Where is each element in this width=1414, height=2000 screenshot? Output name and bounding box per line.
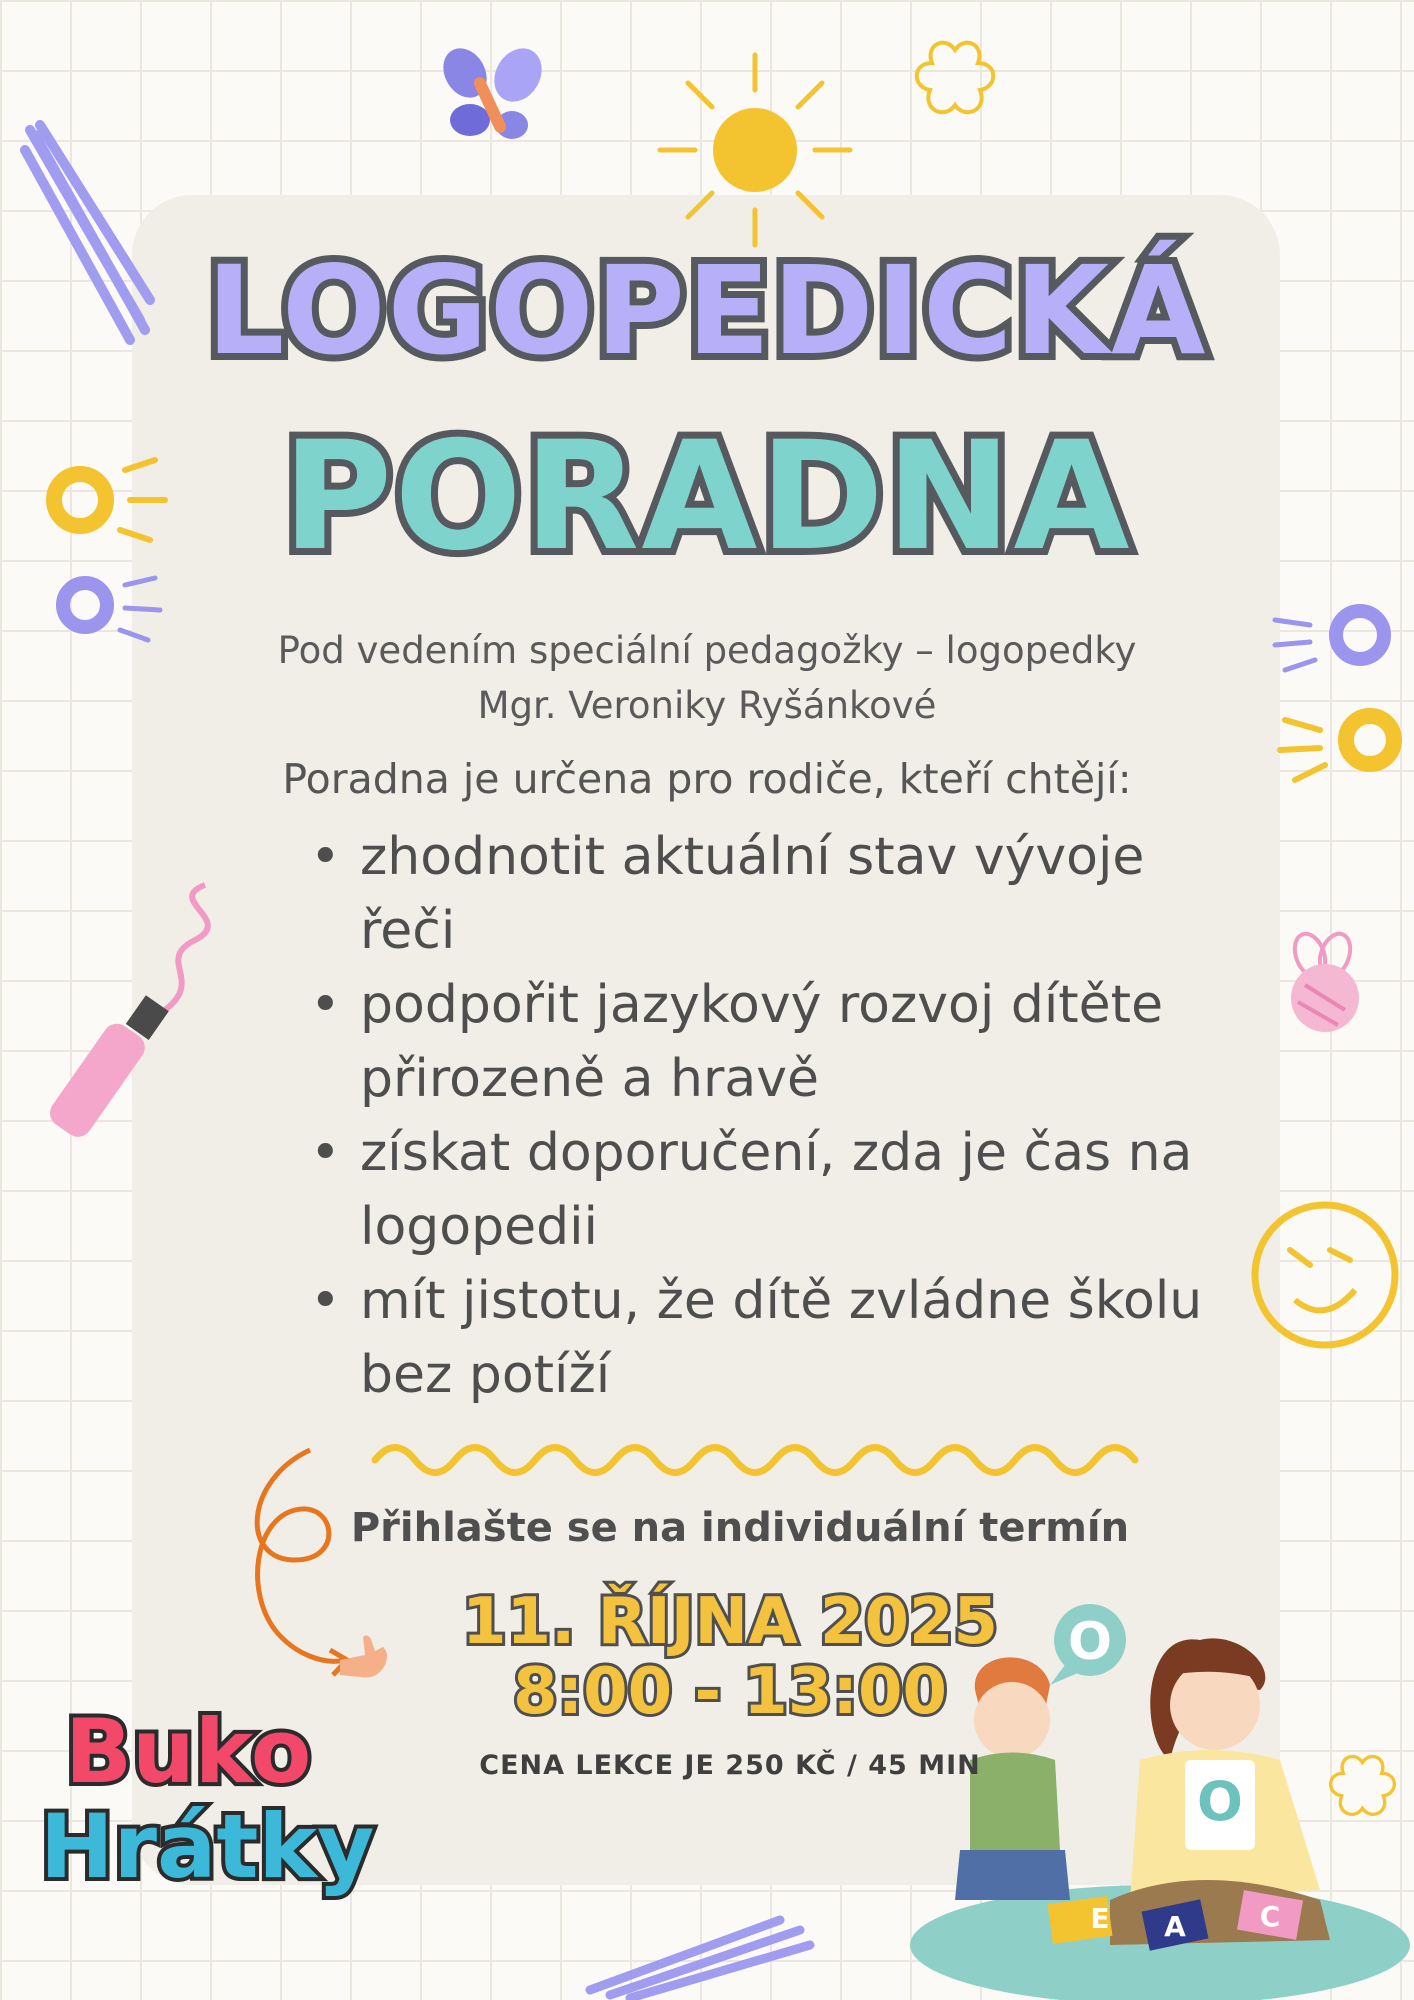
- speech-bubble-letter: O: [1067, 1612, 1113, 1672]
- logo: [40, 1700, 440, 1930]
- floor-card-c: C: [1259, 1900, 1281, 1933]
- card-letter: O: [1197, 1770, 1243, 1833]
- list-item: • zhodnotit aktuální stav vývoje řeči: [310, 820, 1210, 968]
- subtitle-line-1: Pod vedením speciální pedagožky – logopedky: [277, 629, 1137, 672]
- price-text: CENA LEKCE JE 250 KČ / 45 MIN: [479, 1750, 981, 1781]
- list-item: • podpořit jazykový rozvoj dítěte přirozeně a hravě: [310, 968, 1210, 1116]
- smiley-icon: [1240, 1190, 1410, 1360]
- list-item: • mít jistotu, že dítě zvládne školu bez potíží: [310, 1264, 1210, 1412]
- page-title: LOGOPEDICKÁ: [206, 240, 1208, 382]
- flower-icon: [910, 35, 1000, 125]
- call-to-action: Přihlašte se na individuální termín: [350, 1505, 1130, 1551]
- floor-card-e: E: [1090, 1902, 1110, 1935]
- event-time: 8:00 - 13:00: [512, 1655, 948, 1729]
- event-date: 11. ŘÍJNA 2025: [461, 1585, 999, 1659]
- logo-line-1: Buko: [65, 1700, 312, 1803]
- marker-icon: [45, 870, 235, 1140]
- page-subtitle-title: PORADNA: [282, 410, 1132, 584]
- subtitle-line-2: Mgr. Veroniky Ryšánkové: [477, 684, 937, 727]
- bullet-list: [310, 820, 1210, 1412]
- list-item: • získat doporučení, zda je čas na logopedii: [310, 1116, 1210, 1264]
- bee-icon: [1270, 930, 1380, 1040]
- wave-divider: [370, 1430, 1150, 1480]
- intro-text: Poradna je určena pro rodiče, kteří chtějí:: [282, 755, 1132, 803]
- sun-icon: [650, 45, 860, 255]
- logo-line-2: Hrátky: [40, 1795, 375, 1898]
- floor-card-a: A: [1164, 1910, 1186, 1943]
- scribble-icon: [580, 1900, 820, 2000]
- butterfly-icon: [430, 45, 550, 155]
